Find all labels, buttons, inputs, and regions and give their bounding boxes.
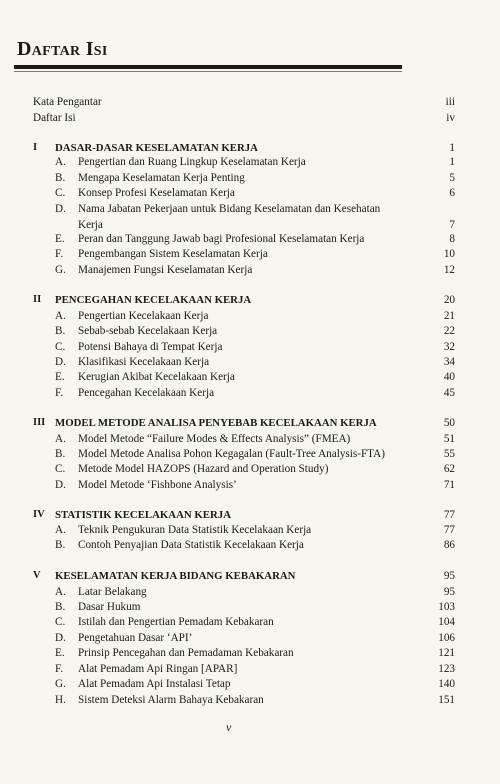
toc-section[interactable]: [0, 431, 500, 447]
section-letter: B.: [55, 539, 66, 551]
toc-section[interactable]: [0, 614, 500, 630]
section-letter: B.: [55, 448, 66, 460]
section-letter: G.: [55, 678, 66, 690]
section-page: 62: [443, 463, 455, 475]
section-page: 106: [438, 632, 455, 644]
toc-section[interactable]: [0, 461, 500, 477]
chapter-number: IV: [33, 509, 45, 520]
page-number: v: [226, 720, 232, 734]
toc-section[interactable]: [0, 692, 500, 708]
toc-chapter[interactable]: [0, 507, 500, 523]
chapter-title: MODEL METODE ANALISA PENYEBAB KECELAKAAN KERJA: [55, 417, 377, 429]
section-letter: F.: [55, 387, 64, 399]
section-title: Metode Model HAZOPS (Hazard and Operation Study): [78, 463, 329, 475]
section-letter: E.: [55, 371, 65, 383]
section-letter: A.: [55, 433, 66, 445]
section-title: Model Metode “Failure Modes & Effects Analysis” (FMEA): [78, 433, 351, 445]
section-page: 12: [443, 264, 455, 276]
section-title: Kerugian Akibat Kecelakaan Kerja: [78, 371, 235, 383]
section-title: Mengapa Keselamatan Kerja Penting: [78, 172, 245, 184]
chapter-page: 95: [443, 570, 455, 582]
section-title: Potensi Bahaya di Tempat Kerja: [78, 341, 223, 353]
section-title: Istilah dan Pengertian Pemadam Kebakaran: [78, 616, 274, 628]
section-title: Sebab-sebab Kecelakaan Kerja: [78, 325, 218, 337]
section-page: 55: [443, 448, 455, 460]
section-page: 104: [438, 616, 455, 628]
section-letter: C.: [55, 463, 66, 475]
section-letter: A.: [55, 156, 66, 168]
toc-section[interactable]: [0, 339, 500, 355]
toc-section[interactable]: [0, 385, 500, 401]
section-title: Peran dan Tanggung Jawab bagi Profesional Keselamatan Kerja: [78, 233, 365, 245]
section-page: 86: [443, 539, 455, 551]
toc-section[interactable]: [0, 477, 500, 493]
toc-section[interactable]: [0, 170, 500, 186]
toc-section[interactable]: [0, 231, 500, 247]
toc-section[interactable]: [0, 522, 500, 538]
chapter-number: I: [33, 142, 38, 153]
section-page: 40: [443, 371, 455, 383]
toc-section[interactable]: [0, 630, 500, 646]
entry-title: Daftar Isi: [33, 112, 76, 124]
section-page: 32: [443, 341, 455, 353]
section-letter: F.: [55, 663, 64, 675]
section-page: 8: [449, 233, 455, 245]
section-title: Contoh Penyajian Data Statistik Kecelakaan Kerja: [78, 539, 304, 551]
section-letter: G.: [55, 264, 66, 276]
chapter-page: 50: [443, 417, 455, 429]
toc-chapter[interactable]: [0, 415, 500, 431]
toc-front-entry[interactable]: [0, 94, 500, 110]
section-page: 34: [443, 356, 455, 368]
section-title: Manajemen Fungsi Keselamatan Kerja: [78, 264, 253, 276]
toc-section[interactable]: [0, 584, 500, 600]
chapter-title: STATISTIK KECELAKAAN KERJA: [55, 509, 231, 521]
section-letter: D.: [55, 203, 66, 215]
section-title: Pengertian dan Ruang Lingkup Keselamatan Kerja: [78, 156, 306, 168]
toc-section[interactable]: [0, 246, 500, 262]
entry-title: Kata Pengantar: [33, 96, 102, 108]
title-rule-thick: [14, 65, 402, 69]
section-letter: B.: [55, 172, 66, 184]
section-page: 95: [443, 586, 455, 598]
section-page: 21: [443, 310, 455, 322]
section-title: Latar Belakang: [78, 586, 147, 598]
section-letter: E.: [55, 233, 65, 245]
section-title-continued: Kerja: [78, 219, 103, 231]
section-title: Model Metode Analisa Pohon Kegagalan (Fault-Tree Analysis-FTA): [78, 448, 385, 460]
section-page: 51: [443, 433, 455, 445]
section-title: Teknik Pengukuran Data Statistik Kecelakaan Kerja: [78, 524, 312, 536]
section-title: Pengetahuan Dasar ‘API’: [78, 632, 193, 644]
section-page: 6: [449, 187, 455, 199]
section-letter: C.: [55, 341, 66, 353]
chapter-page: 20: [443, 294, 455, 306]
section-letter: C.: [55, 616, 66, 628]
toc-section[interactable]: [0, 599, 500, 615]
toc-section[interactable]: [0, 661, 500, 677]
toc-section[interactable]: [0, 308, 500, 324]
section-page: 7: [449, 219, 455, 231]
section-letter: D.: [55, 356, 66, 368]
chapter-title: DASAR-DASAR KESELAMATAN KERJA: [55, 142, 258, 154]
page-title: Daftar Isi: [17, 38, 108, 60]
section-page: 103: [438, 601, 455, 613]
section-page: 45: [443, 387, 455, 399]
section-letter: H.: [55, 694, 66, 706]
chapter-number: III: [33, 417, 46, 428]
toc-chapter[interactable]: [0, 568, 500, 584]
section-letter: B.: [55, 601, 66, 613]
toc-section[interactable]: [0, 262, 500, 278]
section-title: Nama Jabatan Pekerjaan untuk Bidang Keselamatan dan Kesehatan: [78, 203, 381, 215]
section-title: Konsep Profesi Keselamatan Kerja: [78, 187, 235, 199]
section-page: 123: [438, 663, 455, 675]
section-title: Sistem Deteksi Alarm Bahaya Kebakaran: [78, 694, 264, 706]
toc-chapter[interactable]: [0, 292, 500, 308]
toc-section[interactable]: [0, 537, 500, 553]
toc-section[interactable]: [0, 446, 500, 462]
chapter-title: PENCEGAHAN KECELAKAAN KERJA: [55, 294, 252, 306]
toc-section[interactable]: [0, 354, 500, 370]
title-rule-thin: [14, 71, 402, 72]
section-title: Pencegahan Kecelakaan Kerja: [78, 387, 215, 399]
section-letter: D.: [55, 479, 66, 491]
section-title: Dasar Hukum: [78, 601, 141, 613]
section-title: Alat Pemadam Api Ringan [APAR]: [78, 663, 238, 675]
section-title: Prinsip Pencegahan dan Pemadaman Kebakaran: [78, 647, 294, 659]
entry-page: iv: [446, 112, 455, 124]
section-letter: A.: [55, 310, 66, 322]
section-page: 1: [449, 156, 455, 168]
section-letter: F.: [55, 248, 64, 260]
section-page: 5: [449, 172, 455, 184]
section-letter: A.: [55, 524, 66, 536]
chapter-number: II: [33, 294, 42, 305]
section-title: Pengertian Kecelakaan Kerja: [78, 310, 209, 322]
toc-section[interactable]: [0, 154, 500, 170]
section-page: 140: [438, 678, 455, 690]
toc-section[interactable]: [0, 645, 500, 661]
chapter-title: KESELAMATAN KERJA BIDANG KEBAKARAN: [55, 570, 296, 582]
section-letter: B.: [55, 325, 66, 337]
section-page: 121: [438, 647, 455, 659]
section-letter: D.: [55, 632, 66, 644]
section-page: 22: [443, 325, 455, 337]
section-title: Pengembangan Sistem Keselamatan Kerja: [78, 248, 268, 260]
toc-section[interactable]: [0, 201, 500, 233]
section-letter: A.: [55, 586, 66, 598]
section-letter: E.: [55, 647, 65, 659]
toc-section[interactable]: [0, 676, 500, 692]
entry-page: iii: [445, 96, 455, 108]
section-page: 10: [443, 248, 455, 260]
section-page: 151: [438, 694, 455, 706]
toc-front-entry[interactable]: [0, 110, 500, 126]
toc-section[interactable]: [0, 323, 500, 339]
chapter-number: V: [33, 570, 41, 581]
section-letter: C.: [55, 187, 66, 199]
section-title: Alat Pemadam Api Instalasi Tetap: [78, 678, 231, 690]
section-page: 71: [443, 479, 455, 491]
chapter-page: 77: [443, 509, 455, 521]
toc-section[interactable]: [0, 185, 500, 201]
section-title: Klasifikasi Kecelakaan Kerja: [78, 356, 210, 368]
toc-section[interactable]: [0, 369, 500, 385]
section-title: Model Metode ‘Fishbone Analysis’: [78, 479, 237, 491]
section-page: 77: [443, 524, 455, 536]
chapter-page: 1: [449, 142, 455, 154]
